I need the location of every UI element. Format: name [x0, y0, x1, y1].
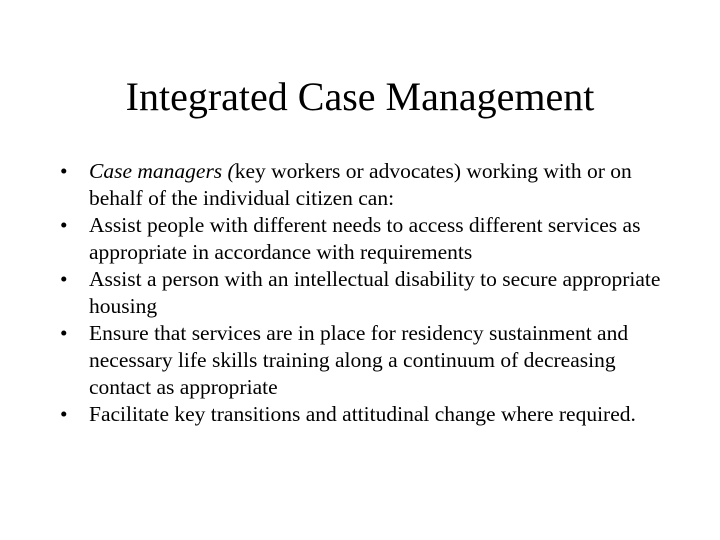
bullet-marker: •	[60, 159, 68, 183]
bullet-marker: •	[60, 321, 68, 345]
bullet-text: key workers or advocates) working with or on behalf of the individual citizen can:	[89, 159, 632, 210]
bullet-text: Facilitate key transitions and attitudinal change where required.	[89, 402, 636, 426]
bullet-item-housing	[60, 266, 670, 320]
bullet-marker: •	[60, 267, 68, 291]
bullet-text: Assist people with different needs to access different services as appropriate in accordance with requirements	[89, 213, 641, 264]
bullet-emphasis: Case managers (	[89, 159, 235, 183]
bullet-item-residency	[60, 320, 670, 401]
bullet-item-case-managers	[60, 158, 670, 212]
bullet-item-assist-access	[60, 212, 670, 266]
bullet-item-transitions	[60, 401, 670, 428]
bullet-marker: •	[60, 402, 68, 426]
slide-title: Integrated Case Management	[125, 74, 595, 119]
bullet-list	[60, 158, 670, 428]
bullet-marker: •	[60, 213, 68, 237]
bullet-text: Assist a person with an intellectual disability to secure appropriate housing	[89, 267, 661, 318]
bullet-text: Ensure that services are in place for residency sustainment and necessary life skills training along a continuum of decreasing contact as appropriate	[89, 321, 629, 399]
